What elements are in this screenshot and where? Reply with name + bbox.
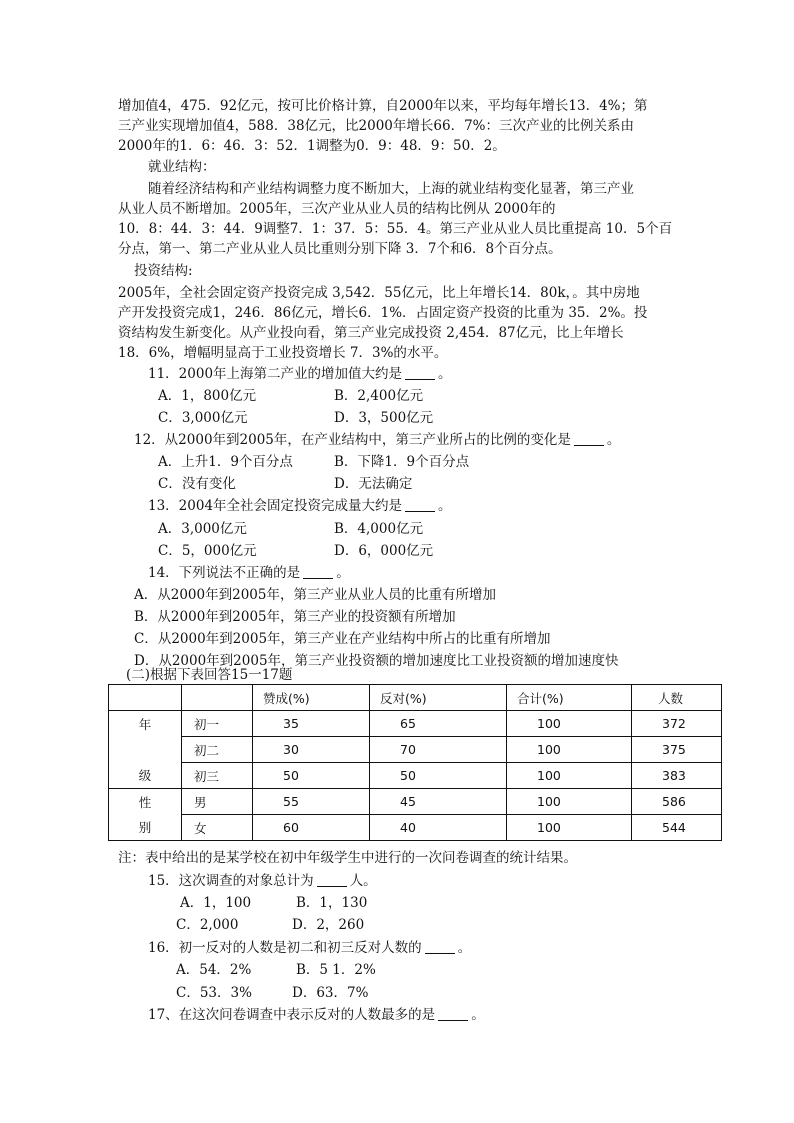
cell-total: 100 — [507, 711, 632, 737]
option-a: A．54．2% — [176, 962, 252, 978]
question-end: 。 — [438, 498, 452, 514]
option-b: B．2,400亿元 — [334, 388, 424, 404]
passage-line: 资结构发生新变化。从产业投向看，第三产业完成投资 2,454．87亿元，比上年增长 — [118, 325, 624, 341]
question-end: 。 — [336, 565, 350, 581]
cell-total: 100 — [507, 815, 632, 841]
group-spacer — [109, 737, 182, 763]
cell-count: 383 — [632, 763, 722, 789]
table-header-row — [109, 685, 722, 711]
question-end: 。 — [471, 1007, 485, 1023]
cell-agree: 35 — [253, 711, 370, 737]
passage-line: 从业人员不断增加。2005年，三次产业从业人员的结构比例从 2000年的 — [118, 201, 556, 217]
option-c: C．3,000亿元 — [158, 410, 248, 426]
table-row — [109, 815, 722, 841]
passage-line: 2005年，全社会固定资产投资完成 3,542．55亿元，比上年增长14．80k，。其中房地 — [118, 285, 640, 301]
answer-blank — [438, 1006, 468, 1021]
option-d: D．2，260 — [292, 917, 365, 933]
question-17 — [148, 1005, 485, 1025]
cell-agree: 30 — [253, 737, 370, 763]
cell-oppose: 45 — [370, 789, 507, 815]
question-end: 人。 — [349, 873, 377, 889]
group-label-gender: 性 — [109, 789, 182, 815]
cell-oppose: 70 — [370, 737, 507, 763]
option-b: B．4,000亿元 — [334, 521, 424, 537]
cell-count: 544 — [632, 815, 722, 841]
question-stem: 17、在这次问卷调查中表示反对的人数最多的是 — [148, 1007, 436, 1023]
option-a: A．上升1．9个百分点 — [158, 454, 293, 470]
table-header-cell — [182, 685, 253, 711]
question-stem: 13．2004年全社会固定投资完成量大约是 — [148, 498, 403, 514]
cell-oppose: 40 — [370, 815, 507, 841]
option-b: B．5 1．2% — [296, 962, 376, 978]
answer-blank — [574, 431, 604, 446]
question-stem: 16．初一反对的人数是初二和初三反对人数的 — [148, 940, 422, 956]
answer-blank — [405, 497, 435, 512]
question-end: 。 — [606, 432, 621, 448]
row-label: 初三 — [182, 763, 253, 789]
question-14 — [148, 563, 350, 583]
question-13 — [148, 496, 452, 516]
question-12 — [134, 430, 620, 450]
cell-total: 100 — [507, 789, 632, 815]
question-stem: 11．2000年上海第二产业的增加值大约是 — [148, 366, 403, 382]
option-c: C．53．3% — [176, 985, 252, 1001]
option-a: A．3,000亿元 — [158, 521, 247, 537]
option-a: A．从2000年到2005年，第三产业从业人员的比重有所增加 — [134, 587, 496, 603]
cell-agree: 60 — [253, 815, 370, 841]
passage-line: 三产业实现增加值4，588．38亿元，比2000年增长66．7%：三次产业的比例关系由 — [118, 118, 634, 134]
cell-agree: 55 — [253, 789, 370, 815]
group-label-grade-2: 级 — [109, 763, 182, 789]
group-label-grade: 年 — [109, 711, 182, 737]
table-row — [109, 737, 722, 763]
question-11 — [148, 364, 452, 384]
option-b: B．从2000年到2005年，第三产业的投资额有所增加 — [134, 609, 456, 625]
passage-line: 随着经济结构和产业结构调整力度不断加大，上海的就业结构变化显著，第三产业 — [148, 181, 634, 197]
table-row — [109, 711, 722, 737]
question-stem: 12．从2000年到2005年，在产业结构中，第三产业所占的比例的变化是 — [134, 432, 571, 448]
table-header-cell: 人数 — [632, 685, 722, 711]
cell-count: 586 — [632, 789, 722, 815]
table-note: 注：表中给出的是某学校在初中年级学生中进行的一次问卷调查的统计结果。 — [118, 850, 577, 866]
answer-blank — [303, 564, 333, 579]
survey-table — [108, 684, 722, 841]
cell-agree: 50 — [253, 763, 370, 789]
cell-oppose: 50 — [370, 763, 507, 789]
passage-line: 18．6%，增幅明显高于工业投资增长 7．3%的水平。 — [118, 345, 448, 361]
group-label-gender-2: 别 — [109, 815, 182, 841]
option-c: C．没有变化 — [158, 476, 236, 492]
section-heading-investment: 投资结构: — [134, 263, 193, 279]
option-d: D．无法确定 — [334, 476, 413, 492]
table-header-cell — [109, 685, 182, 711]
option-d: D．从2000年到2005年，第三产业投资额的增加速度比工业投资额的增加速度快 — [134, 653, 619, 669]
option-d: D．3，500亿元 — [334, 410, 434, 426]
question-stem: 15．这次调查的对象总计为 — [148, 873, 314, 889]
passage-line: 分点，第一、第二产业从业人员比重则分别下降 3．7个和6．8个百分点。 — [118, 241, 562, 257]
table-row — [109, 763, 722, 789]
cell-count: 372 — [632, 711, 722, 737]
cell-total: 100 — [507, 737, 632, 763]
answer-blank — [317, 872, 347, 887]
section-2-heading: (二)根据下表回答15一17题 — [126, 667, 293, 683]
table-header-cell: 合计(%) — [507, 685, 632, 711]
option-d: D．6，000亿元 — [334, 543, 434, 559]
option-a: A．1，100 — [180, 895, 252, 911]
option-b: B．1，130 — [296, 895, 368, 911]
question-15 — [148, 871, 377, 891]
option-a: A．1，800亿元 — [158, 388, 257, 404]
option-d: D．63．7% — [292, 985, 369, 1001]
question-stem: 14．下列说法不正确的是 — [148, 565, 301, 581]
passage-line: 10．8：44．3：44．9调整7．1：37．5：55．4。第三产业从业人员比重提高 10．5个百 — [118, 221, 673, 237]
table-header-cell: 反对(%) — [370, 685, 507, 711]
passage-line: 产开发投资完成1，246．86亿元，增长6．1%．占固定资产投资的比重为 35．2%。投 — [118, 305, 648, 321]
passage-line: 增加值4，475．92亿元，按可比价格计算，自2000年以来，平均每年增长13．4%；第 — [118, 98, 648, 114]
option-c: C．5，000亿元 — [158, 543, 257, 559]
cell-count: 375 — [632, 737, 722, 763]
option-c: C．从2000年到2005年，第三产业在产业结构中所占的比重有所增加 — [134, 631, 551, 647]
row-label: 男 — [182, 789, 253, 815]
question-16 — [148, 938, 471, 958]
section-heading-employment: 就业结构： — [148, 159, 216, 175]
cell-oppose: 65 — [370, 711, 507, 737]
row-label: 女 — [182, 815, 253, 841]
table-row — [109, 789, 722, 815]
question-end: 。 — [457, 940, 472, 956]
option-b: B．下降1．9个百分点 — [334, 454, 470, 470]
question-end: 。 — [438, 366, 452, 382]
option-c: C．2,000 — [176, 917, 239, 933]
passage-line: 2000年的1．6：46．3：52．1调整为0．9：48．9：50．2。 — [118, 138, 506, 154]
cell-total: 100 — [507, 763, 632, 789]
answer-blank — [405, 365, 435, 380]
table-header-cell: 赞成(%) — [253, 685, 370, 711]
row-label: 初一 — [182, 711, 253, 737]
row-label: 初二 — [182, 737, 253, 763]
answer-blank — [425, 939, 455, 954]
